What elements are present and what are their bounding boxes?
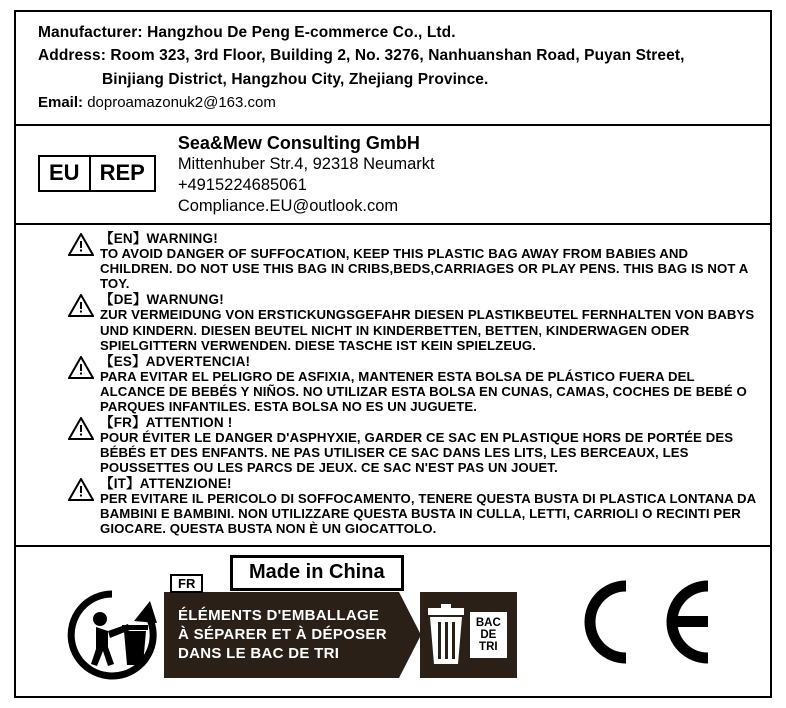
eu-rep-email: Compliance.EU@outlook.com [177,196,399,215]
warning-heading: 【FR】ATTENTION ! [100,414,233,430]
warning-text [100,292,760,352]
warning-triangle-icon [68,478,94,501]
warning-body: POUR ÉVITER LE DANGER D'ASPHYXIE, GARDER CE SAC EN PLASTIQUE HORS DE PORTÉE DES BÉBÉS ET DES ENFANTS. NE PAS UTILISER CE SAC DANS LES LITS, LES BERCEAUX, LES POUSSETTES OU LES PARCS DE JEUX. CE SAC N'EST PAS UN JOUET. [100,429,734,476]
eu-rep-badge [38,155,156,192]
warning-triangle-icon [68,233,94,256]
manufacturer-name: Hangzhou De Peng E-commerce Co., Ltd. [147,24,456,41]
triman-text [178,606,399,664]
warning-heading: 【IT】ATTENZIONE! [100,476,232,492]
bin-label-line-2: DE [480,628,497,641]
eu-rep-badge-rep: REP [99,160,145,186]
warning-body: ZUR VERMEIDUNG VON ERSTICKUNGSGEFAHR DIESEN PLASTIKBEUTEL FERNHALTEN VON BABYS UND KINDERN. DIESEN BEUTEL NICHT IN KINDERBETTEN, BETTEN, KINDERWAGEN ODER SPIELGITTERN VERWENDEN. DIESE TASCHE IST KEIN SPIELZEUG. [100,307,755,353]
bin-label-line-1: BAC [475,616,501,629]
eu-rep-phone: +4915224685061 [177,175,307,194]
ce-mark [570,580,720,664]
warning-text [100,476,760,536]
eu-rep-address: Mittenhuber Str.4, 92318 Neumarkt [177,155,435,174]
recycling-marks-group [30,575,517,681]
recycling-bin-icon [424,604,468,666]
triman-line-1: ÉLÉMENTS D'EMBALLAGE [178,606,380,624]
warning-heading: 【EN】WARNING! [100,231,218,247]
bin-label-line-3: TRI [479,640,498,653]
warning-body: PARA EVITAR EL PELIGRO DE ASFIXIA, MANTENER ESTA BOLSA DE PLÁSTICO FUERA DEL ALCANCE DE BEBÉS Y NIÑOS. NO UTILIZAR ESTA BOLSA EN CUNAS, CAMAS, COCHES DE BEBÉ O PARQUES INFANTILES. ESTA BOLSA NO ES UN JUGUETE. [100,368,747,414]
triman-bin-label [470,612,507,658]
warning-body: TO AVOID DANGER OF SUFFOCATION, KEEP THIS PLASTIC BAG AWAY FROM BABIES AND CHILDREN. DO NOT USE THIS BAG IN CRIBS,BEDS,CARRIAGES OR PLAY PENS. THIS BAG IS NOT A TOY. [100,246,748,292]
eu-rep-badge-eu: EU [40,157,91,190]
eu-rep-details [178,132,435,216]
warning-text [100,415,760,475]
warning-triangle-icon [68,417,94,440]
made-in-china-badge: Made in China [230,555,404,591]
email-line [38,91,752,115]
warning-item [30,354,760,414]
triman-line-2: À SÉPARER ET À DÉPOSER [178,626,387,644]
warning-item [30,476,760,536]
warning-triangle-icon [68,294,94,317]
eu-rep-company: Sea&Mew Consulting GmbH [177,132,420,153]
eu-representative-section [16,126,770,225]
warning-item [30,231,760,291]
ce-mark-icon [570,580,720,664]
triman-bin-block [420,592,517,678]
warning-heading: 【ES】ADVERTENCIA! [100,353,251,369]
warning-triangle-icon [68,356,94,379]
triman-line-3: DANS LE BAC DE TRI [178,645,340,663]
warning-text [100,231,760,291]
marks-section [16,547,770,696]
address-line-1: Room 323, 3rd Floor, Building 2, No. 3276, Nanhuanshan Road, Puyan Street, [110,47,685,65]
warning-body: PER EVITARE IL PERICOLO DI SOFFOCAMENTO, TENERE QUESTA BUSTA DI PLASTICA LONTANA DA BAMBINI E BAMBINI. NON UTILIZZARE QUESTA BUSTA IN CULLA, LETTI, CARRIOLI O RECINTI PER GIOCARE. QUESTA BUSTA NON È UN GIOCATTOLO. [100,491,756,537]
address-label: Address: [38,47,106,65]
triman-language-tag: FR [170,574,203,593]
triman-arrow [399,592,421,678]
manufacturer-label: Manufacturer: [38,24,143,41]
warning-item [30,415,760,475]
warning-item [30,292,760,352]
manufacturer-line [38,21,752,44]
email-value: doproamazonuk2@163.com [87,93,276,111]
manufacturer-section [16,12,770,126]
triman-mark [164,575,517,681]
address-line [38,44,752,67]
triman-banner [164,575,399,678]
warning-text [100,354,760,414]
warnings-section [16,225,770,547]
warning-heading: 【DE】WARNUNG! [100,292,224,308]
label-frame [14,10,772,698]
address-line-2: Binjiang District, Hangzhou City, Zhejiang Province. [102,70,489,88]
recycle-man-bin-icon [58,589,166,681]
email-label: Email: [38,93,84,111]
